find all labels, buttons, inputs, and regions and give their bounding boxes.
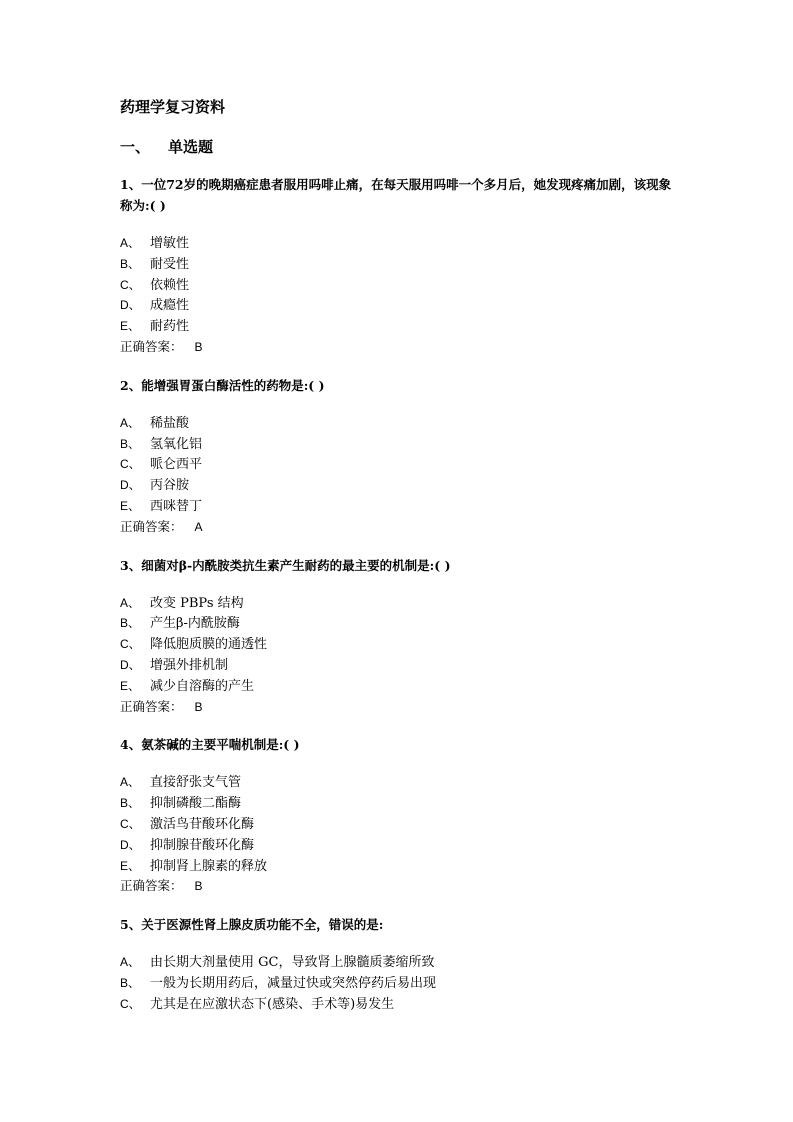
option-text: 降低胞质膜的通透性 — [150, 637, 268, 653]
option-label: C、 — [120, 816, 141, 831]
correct-answer — [120, 697, 680, 718]
option-text: 增敏性 — [150, 236, 190, 251]
option-text: 激活鸟苷酸环化酶 — [150, 816, 255, 832]
option-text: 抑制腺苷酸环化酶 — [150, 837, 255, 853]
answer-option — [120, 316, 680, 337]
option-label: A、 — [120, 955, 141, 970]
option-label: C、 — [120, 637, 141, 652]
answer-option — [120, 814, 680, 835]
answer-value: B — [194, 699, 203, 714]
option-label: D、 — [120, 837, 141, 852]
question-item — [120, 555, 680, 718]
answer-option — [120, 496, 680, 517]
answer-option — [120, 434, 680, 455]
option-text: 丙谷胺 — [150, 478, 190, 494]
option-text: 氢氧化铝 — [150, 436, 203, 452]
answer-option — [120, 835, 680, 856]
option-text: 稀盐酸 — [150, 415, 190, 431]
answer-option — [120, 856, 680, 877]
answer-option — [120, 454, 680, 475]
option-label: B、 — [120, 616, 141, 631]
answer-option — [120, 655, 680, 676]
option-label: E、 — [120, 678, 141, 693]
option-text: 增强外排机制 — [150, 657, 229, 673]
answer-value: B — [194, 879, 203, 894]
option-text: 抑制肾上腺素的释放 — [150, 858, 268, 874]
correct-answer — [120, 876, 680, 897]
option-label: C、 — [120, 457, 141, 472]
answer-option — [120, 973, 680, 994]
question-text: 4、氨茶碱的主要平喘机制是:( ) — [120, 737, 300, 753]
question-text: 2、能增强胃蛋白酶活性的药物是:( ) — [120, 377, 325, 393]
question-text: 5、关于医源性肾上腺皮质功能不全，错误的是: — [120, 917, 384, 933]
option-label: B、 — [120, 796, 141, 811]
option-label: D、 — [120, 657, 141, 672]
option-text: 耐药性 — [150, 319, 190, 335]
answer-prefix: 正确答案： — [120, 878, 183, 894]
answer-option — [120, 793, 680, 814]
option-text: 依赖性 — [150, 277, 190, 293]
answer-option — [120, 593, 680, 614]
answer-option — [120, 994, 680, 1015]
correct-answer — [120, 517, 680, 538]
option-label: A、 — [120, 595, 141, 610]
option-label: C、 — [120, 277, 141, 292]
option-text: 尤其是在应激状态下(感染、手术等)易发生 — [150, 996, 395, 1012]
option-text: 哌仑西平 — [150, 457, 203, 473]
correct-answer — [120, 337, 680, 358]
answer-option — [120, 676, 680, 697]
answer-prefix: 正确答案： — [120, 338, 183, 354]
option-text: 一般为长期用药后，减量过快或突然停药后易出现 — [150, 975, 437, 991]
answer-option — [120, 475, 680, 496]
section-label: 单选题 — [168, 138, 214, 156]
question-text: 3、细菌对β-内酰胺类抗生素产生耐药的最主要的机制是:( ) — [120, 557, 451, 573]
answer-option — [120, 772, 680, 793]
option-text: 耐受性 — [150, 256, 190, 272]
option-label: E、 — [120, 858, 141, 873]
answer-option — [120, 295, 680, 316]
option-label: B、 — [120, 975, 141, 990]
option-label: C、 — [120, 996, 141, 1011]
answer-prefix: 正确答案： — [120, 518, 183, 534]
answer-option — [120, 613, 680, 634]
answer-value: A — [194, 519, 203, 534]
answer-option — [120, 634, 680, 655]
document-title: 药理学复习资料 — [120, 98, 226, 116]
option-text: 成瘾性 — [150, 298, 190, 314]
option-label: E、 — [120, 498, 141, 513]
option-label: B、 — [120, 436, 141, 451]
option-label: A、 — [120, 415, 141, 430]
answer-option — [120, 952, 680, 973]
option-label: D、 — [120, 298, 141, 313]
option-label: B、 — [120, 256, 141, 271]
answer-option — [120, 275, 680, 296]
document-page — [120, 96, 680, 1032]
option-label: E、 — [120, 319, 141, 334]
option-text: 改变 PBPs 结构 — [150, 595, 244, 611]
section-heading — [120, 136, 680, 158]
answer-value: B — [194, 339, 203, 354]
question-text: 1、一位72岁的晚期癌症患者服用吗啡止痛，在每天服用吗啡一个多月后，她发现疼痛加剧，该现象称为:( ) — [120, 177, 672, 213]
answer-option — [120, 413, 680, 434]
option-label: D、 — [120, 478, 141, 493]
section-number: 一、 — [120, 138, 151, 156]
option-label: A、 — [120, 775, 141, 790]
question-item — [120, 174, 680, 358]
question-list — [120, 174, 680, 1015]
answer-option — [120, 233, 680, 254]
answer-option — [120, 254, 680, 275]
question-item — [120, 734, 680, 897]
question-item — [120, 375, 680, 538]
option-label: A、 — [120, 236, 141, 250]
question-item — [120, 914, 680, 1014]
answer-prefix: 正确答案： — [120, 698, 183, 714]
option-text: 抑制磷酸二酯酶 — [150, 796, 242, 812]
option-text: 产生β-内酰胺酶 — [150, 616, 240, 632]
option-text: 减少自溶酶的产生 — [150, 678, 255, 694]
option-text: 由长期大剂量使用 GC，导致肾上腺髓质萎缩所致 — [150, 955, 435, 971]
option-text: 直接舒张支气管 — [150, 775, 242, 791]
option-text: 西咪替丁 — [150, 498, 203, 514]
